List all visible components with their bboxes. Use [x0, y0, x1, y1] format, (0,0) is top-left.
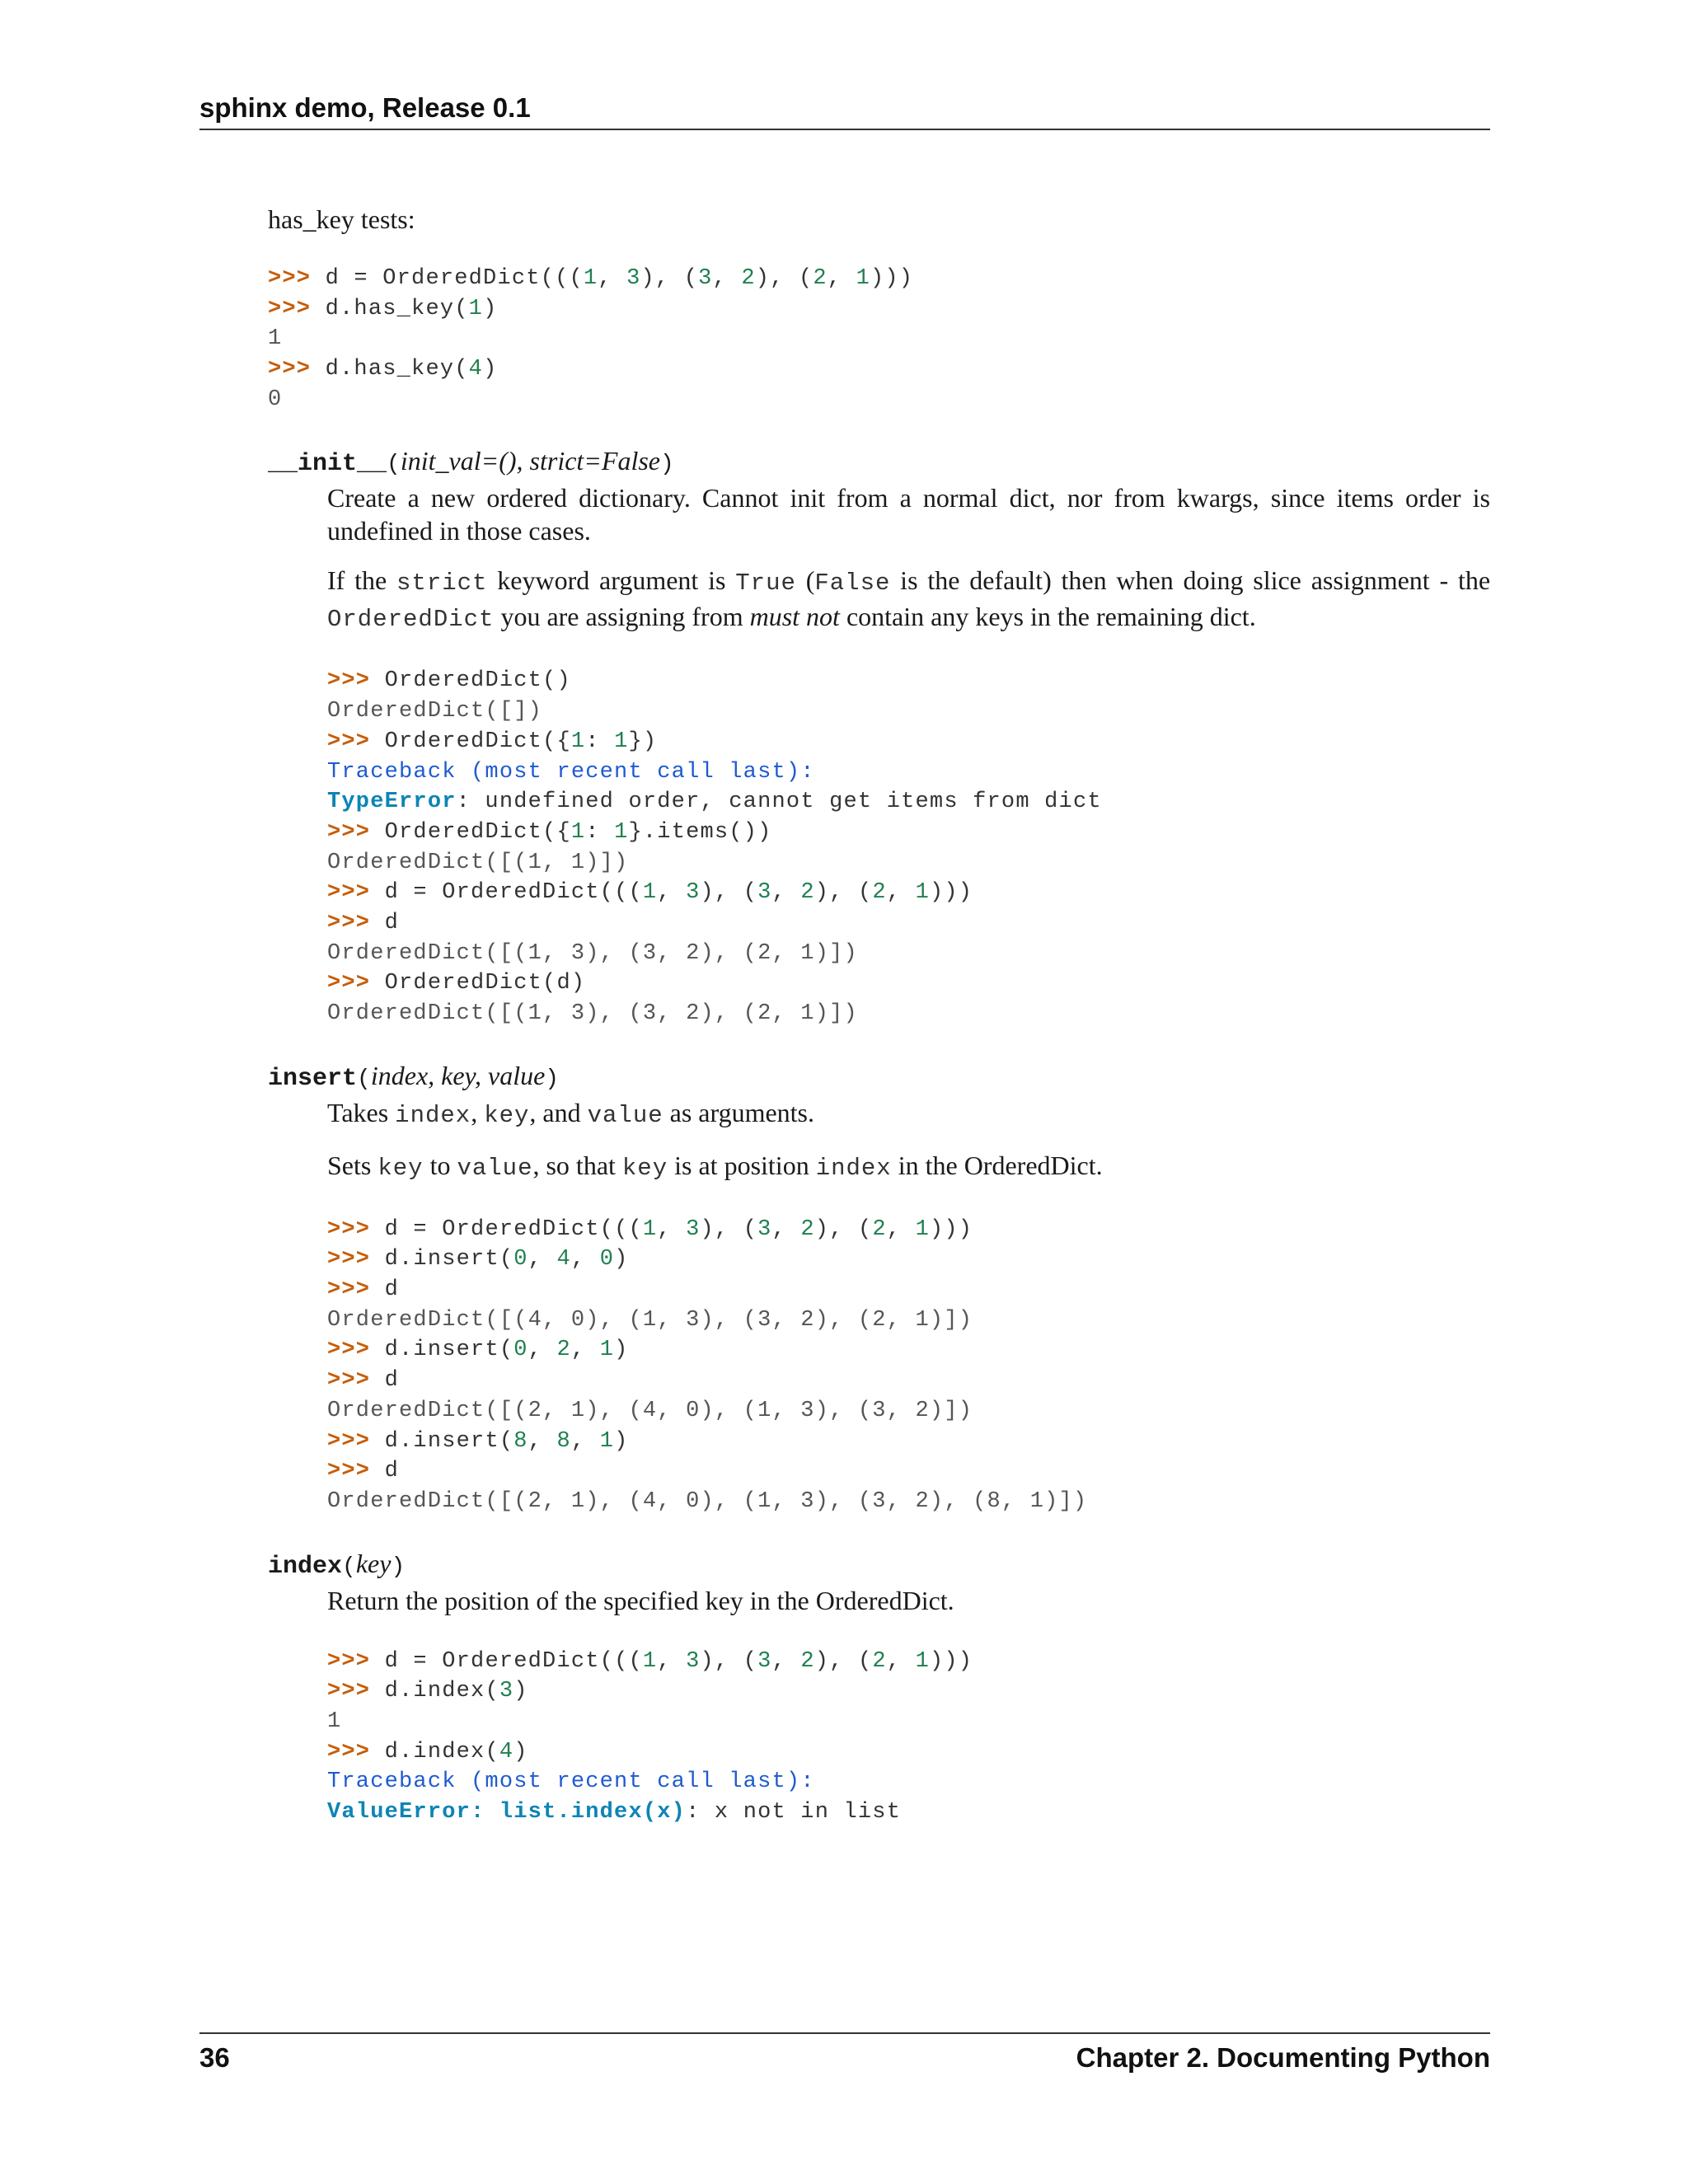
prompt-token: >>> — [327, 1368, 385, 1394]
code-token: OrderedDict() — [384, 668, 571, 694]
number-token: 1 — [642, 1216, 658, 1242]
number-token: 3 — [757, 1648, 772, 1674]
number-token: 1 — [599, 1338, 615, 1363]
code-line — [327, 848, 1490, 879]
number-token: 4 — [499, 1739, 514, 1765]
code-block — [327, 1647, 1490, 1828]
code-token: ), ( — [700, 1648, 758, 1674]
code-token: , — [528, 1247, 557, 1272]
prompt-token: >>> — [327, 729, 385, 754]
code-block — [327, 666, 1490, 1029]
code-line — [327, 696, 1490, 727]
number-token: 8 — [513, 1428, 528, 1454]
code-token: , — [886, 1648, 916, 1674]
prompt-token: >>> — [268, 296, 326, 321]
number-token: 1 — [583, 266, 598, 291]
output-token: OrderedDict([(1, 3), (3, 2), (2, 1)]) — [327, 940, 858, 966]
code-token: , — [598, 266, 627, 291]
code-token: d — [384, 1459, 400, 1484]
code-line — [327, 1244, 1490, 1275]
number-token: 3 — [686, 1648, 701, 1674]
code-block — [268, 264, 1490, 415]
number-token: 3 — [698, 266, 713, 291]
number-token: 1 — [468, 296, 484, 321]
traceback-token: Traceback (most recent call last): — [327, 759, 815, 785]
code-token: ) — [513, 1739, 528, 1765]
code-line — [327, 1647, 1490, 1677]
code-line — [327, 1396, 1490, 1427]
prompt-token: >>> — [327, 1247, 385, 1272]
code-line — [327, 1737, 1490, 1768]
number-token: 2 — [800, 1216, 815, 1242]
code-token: , — [771, 1216, 801, 1242]
code-token: , — [827, 266, 856, 291]
code-token: ) — [513, 1679, 528, 1704]
number-token: 1 — [642, 1648, 658, 1674]
method-params: index, key, value — [370, 1060, 546, 1090]
code-line — [268, 354, 1490, 385]
code-token: d.insert( — [384, 1338, 514, 1363]
number-token: 1 — [599, 1428, 615, 1454]
code-token: ))) — [870, 266, 914, 291]
prompt-token: >>> — [327, 1216, 385, 1242]
prompt-token: >>> — [268, 357, 326, 382]
code-token: ) — [483, 296, 498, 321]
code-token: ), ( — [700, 880, 758, 906]
code-line — [327, 1335, 1490, 1366]
number-token: 3 — [499, 1679, 514, 1704]
method-signature-insert: insert(index, key, value) — [268, 1060, 560, 1093]
code-token: ) — [483, 357, 498, 382]
code-token: ) — [614, 1338, 629, 1363]
code-token: ) — [614, 1428, 629, 1454]
code-token: ) — [614, 1247, 629, 1272]
output-token: OrderedDict([(2, 1), (4, 0), (1, 3), (3, 2), (8, 1)]) — [327, 1488, 1088, 1514]
number-token: 3 — [686, 880, 701, 906]
prompt-token: >>> — [327, 910, 385, 935]
code-token: ), ( — [755, 266, 814, 291]
insert-desc-2: Sets key to value, so that key is at position index in the OrderedDict. — [327, 1150, 1103, 1182]
method-params: key — [355, 1548, 392, 1578]
code-token: d.has_key( — [325, 357, 469, 382]
number-token: 2 — [741, 266, 756, 291]
code-line — [268, 324, 1490, 354]
page-footer — [199, 2032, 1490, 2074]
prompt-token: >>> — [327, 880, 385, 906]
code-token: d.index( — [384, 1679, 499, 1704]
header-title: sphinx demo, Release 0.1 — [199, 92, 531, 123]
code-token: , — [570, 1428, 600, 1454]
main-content — [268, 198, 1490, 1858]
code-line — [327, 878, 1490, 908]
number-token: 3 — [626, 266, 641, 291]
code-line — [327, 1797, 1490, 1828]
code-token: , — [657, 1216, 687, 1242]
code-token: ), ( — [700, 1216, 758, 1242]
number-token: 1 — [642, 880, 658, 906]
number-token: 1 — [915, 1648, 930, 1674]
code-token: }) — [628, 729, 658, 754]
code-token: : x not in list — [686, 1800, 902, 1825]
code-token: OrderedDict({ — [384, 729, 571, 754]
method-name: insert — [268, 1064, 358, 1093]
code-line — [268, 385, 1490, 415]
code-line — [327, 999, 1490, 1029]
method-description-insert — [327, 1096, 1490, 1517]
output-token: 0 — [268, 387, 283, 412]
code-token: , — [771, 880, 801, 906]
code-token: ))) — [930, 880, 973, 906]
code-token: d.insert( — [384, 1428, 514, 1454]
number-token: 4 — [468, 357, 484, 382]
output-token: OrderedDict([(1, 3), (3, 2), (2, 1)]) — [327, 1001, 858, 1026]
number-token: 1 — [856, 266, 870, 291]
code-line — [327, 787, 1490, 818]
output-token: OrderedDict([(4, 0), (1, 3), (3, 2), (2, 1)]) — [327, 1307, 973, 1333]
number-token: 0 — [513, 1247, 528, 1272]
method-signature-init: __init__(init_val=(), strict=False) — [268, 446, 674, 479]
init-desc-2: If the strict keyword argument is True (False is the default) then when doing slice assignment - the OrderedDict you are assigning from must not contain any keys in the remaining dict. — [327, 565, 1491, 634]
code-token: : — [585, 729, 615, 754]
code-token: , — [657, 880, 687, 906]
code-token: d — [384, 910, 400, 935]
prompt-token: >>> — [268, 266, 326, 291]
code-token: d — [384, 1277, 400, 1303]
output-token: OrderedDict([(1, 1)]) — [327, 850, 629, 875]
number-token: 3 — [757, 880, 772, 906]
code-line — [327, 1215, 1490, 1245]
code-block — [327, 1215, 1490, 1517]
index-desc-1: Return the position of the specified key in the OrderedDict. — [327, 1585, 954, 1615]
number-token: 1 — [570, 819, 586, 845]
code-line — [268, 264, 1490, 294]
output-token: OrderedDict([]) — [327, 699, 543, 724]
code-line — [327, 968, 1490, 999]
number-token: 0 — [513, 1338, 528, 1363]
code-token: , — [886, 880, 916, 906]
code-line — [327, 1487, 1490, 1517]
prompt-token: >>> — [327, 1648, 385, 1674]
code-line — [327, 1676, 1490, 1707]
code-token: d = OrderedDict((( — [384, 880, 643, 906]
code-token: ), ( — [814, 880, 873, 906]
code-line — [327, 908, 1490, 939]
code-line — [327, 818, 1490, 848]
code-token: d = OrderedDict((( — [384, 1216, 643, 1242]
code-token: , — [771, 1648, 801, 1674]
code-token: , — [886, 1216, 916, 1242]
code-line — [327, 1305, 1490, 1336]
code-line — [327, 939, 1490, 969]
error-token: TypeError — [327, 790, 457, 815]
error-token: ValueError: list.index(x) — [327, 1800, 687, 1825]
code-line — [327, 1275, 1490, 1305]
prompt-token: >>> — [327, 668, 385, 694]
code-token: d.has_key( — [325, 296, 469, 321]
number-token: 3 — [686, 1216, 701, 1242]
code-token: , — [528, 1428, 557, 1454]
code-token: }.items()) — [628, 819, 772, 845]
prompt-token: >>> — [327, 1428, 385, 1454]
code-token: : undefined order, cannot get items from dict — [456, 790, 1102, 815]
code-token: , — [570, 1247, 600, 1272]
has-key-intro: has_key tests: — [268, 204, 415, 234]
number-token: 1 — [614, 819, 629, 845]
code-line — [268, 294, 1490, 325]
number-token: 4 — [556, 1247, 571, 1272]
code-line — [327, 666, 1490, 696]
method-description-index — [327, 1584, 1490, 1828]
code-token: : — [585, 819, 615, 845]
output-token: 1 — [327, 1708, 342, 1734]
chapter-title: Chapter 2. Documenting Python — [1076, 2042, 1490, 2073]
prompt-token: >>> — [327, 1338, 385, 1363]
code-line — [327, 1456, 1490, 1487]
code-token: , — [528, 1338, 557, 1363]
number-token: 0 — [599, 1247, 615, 1272]
method-params: init_val=(), strict=False — [400, 446, 660, 476]
number-token: 1 — [915, 1216, 930, 1242]
code-token: d = OrderedDict((( — [384, 1648, 643, 1674]
code-token: , — [712, 266, 742, 291]
prompt-token: >>> — [327, 1277, 385, 1303]
number-token: 1 — [915, 880, 930, 906]
code-token: d — [384, 1368, 400, 1394]
prompt-token: >>> — [327, 1679, 385, 1704]
number-token: 2 — [800, 1648, 815, 1674]
number-token: 2 — [872, 1216, 887, 1242]
page-number: 36 — [199, 2042, 230, 2073]
code-token: d = OrderedDict((( — [325, 266, 584, 291]
code-token: ), ( — [640, 266, 699, 291]
prompt-token: >>> — [327, 971, 385, 996]
prompt-token: >>> — [327, 1739, 385, 1765]
number-token: 1 — [570, 729, 586, 754]
code-line — [327, 727, 1490, 757]
code-line — [327, 1707, 1490, 1737]
code-token: ), ( — [814, 1216, 873, 1242]
method-description-init — [327, 481, 1490, 1029]
code-token: OrderedDict({ — [384, 819, 571, 845]
number-token: 8 — [556, 1428, 571, 1454]
method-signature-index: index(key) — [268, 1548, 406, 1581]
output-token: 1 — [268, 326, 283, 352]
code-token: ), ( — [814, 1648, 873, 1674]
init-desc-1: Create a new ordered dictionary. Cannot init from a normal dict, nor from kwargs, since items order is undefined in those cases. — [327, 483, 1490, 546]
code-token: ))) — [930, 1216, 973, 1242]
code-token: OrderedDict(d) — [384, 971, 586, 996]
running-header — [199, 92, 1490, 130]
insert-desc-1: Takes index, key, and value as arguments. — [327, 1097, 814, 1129]
code-line — [327, 1427, 1490, 1457]
number-token: 2 — [872, 880, 887, 906]
code-token: d.index( — [384, 1739, 499, 1765]
number-token: 2 — [800, 880, 815, 906]
code-token: , — [657, 1648, 687, 1674]
number-token: 3 — [757, 1216, 772, 1242]
number-token: 2 — [813, 266, 828, 291]
traceback-token: Traceback (most recent call last): — [327, 1769, 815, 1795]
prompt-token: >>> — [327, 1459, 385, 1484]
code-line — [327, 757, 1490, 788]
code-line — [327, 1767, 1490, 1797]
prompt-token: >>> — [327, 819, 385, 845]
code-line — [327, 1366, 1490, 1396]
method-name: index — [268, 1552, 343, 1581]
code-token: d.insert( — [384, 1247, 514, 1272]
number-token: 2 — [556, 1338, 571, 1363]
output-token: OrderedDict([(2, 1), (4, 0), (1, 3), (3, 2)]) — [327, 1398, 973, 1423]
code-token: ))) — [930, 1648, 973, 1674]
number-token: 1 — [614, 729, 629, 754]
number-token: 2 — [872, 1648, 887, 1674]
code-token: , — [570, 1338, 600, 1363]
method-name: __init__ — [268, 450, 387, 479]
